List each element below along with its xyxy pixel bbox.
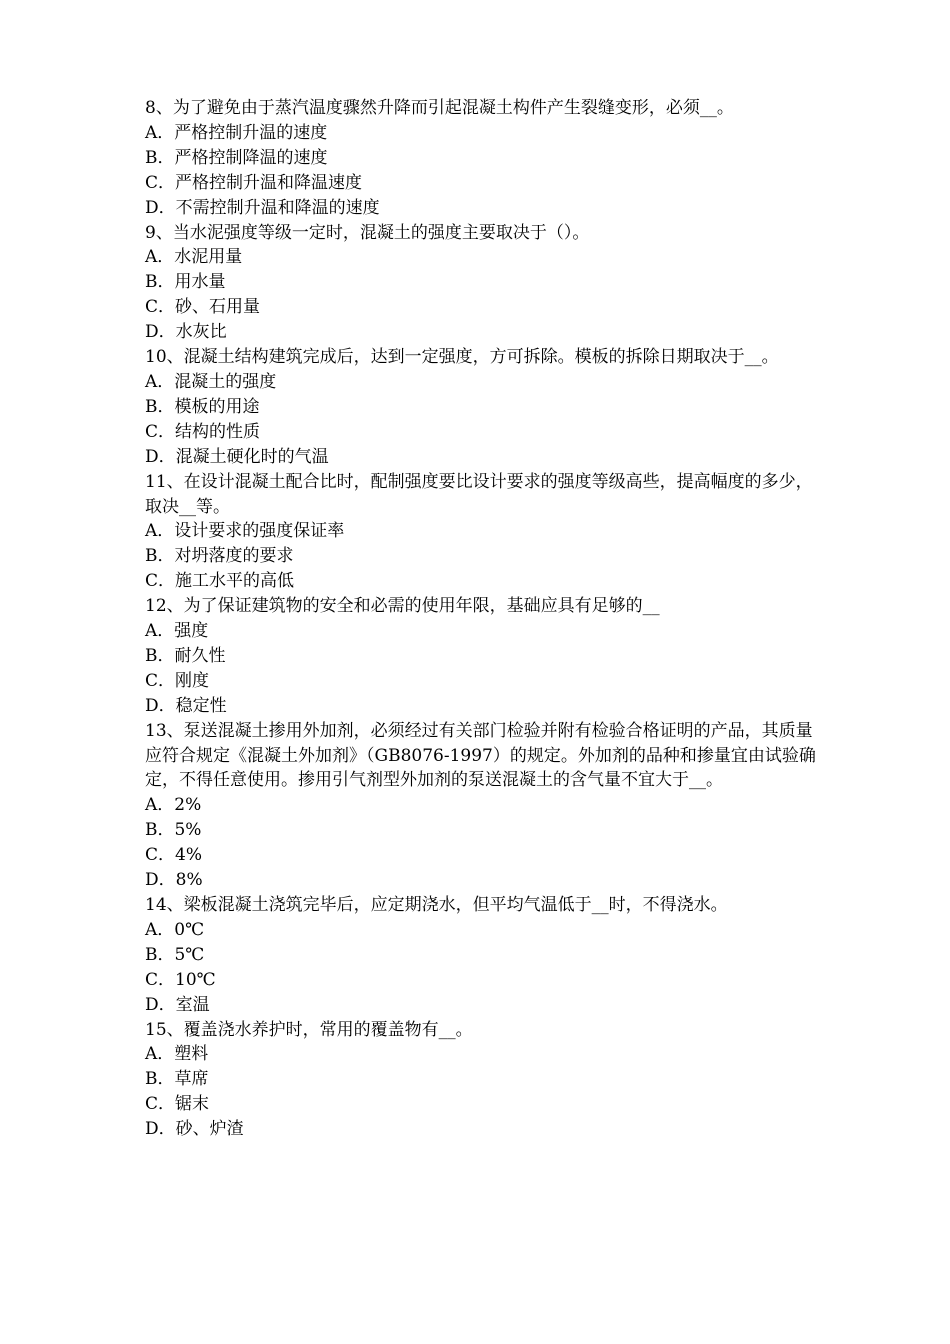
option-b: B．5% [145,820,202,841]
document-page [145,96,817,1142]
option-b: B．严格控制降温的速度 [145,147,328,168]
option-c: C．砂、石用量 [145,297,261,318]
option-c: C．严格控制升温和降温速度 [145,172,363,193]
option-c: C．施工水平的高低 [145,571,295,592]
option-a: A．2% [145,795,202,816]
question-10 [145,345,817,470]
option-d: D．砂、炉渣 [145,1119,244,1140]
option-b: B．模板的用途 [145,396,260,417]
option-b: B．草席 [145,1069,209,1090]
question-13 [145,719,817,893]
option-b: B．5℃ [145,944,205,965]
question-15 [145,1018,817,1143]
question-stem: 13、泵送混凝土掺用外加剂，必须经过有关部门检验并附有检验合格证明的产品，其质量应符合规定《混凝土外加剂》（GB8076-1997）的规定。外加剂的品种和掺量宜由试验确定，不得任意使用。掺用引气剂型外加剂的泵送混凝土的含气量不宜大于__。 [145,720,816,791]
question-12 [145,594,817,719]
option-a: A．严格控制升温的速度 [145,122,328,143]
option-a: A．强度 [145,621,209,642]
question-stem: 8、为了避免由于蒸汽温度骤然升降而引起混凝土构件产生裂缝变形，必须__。 [145,98,734,118]
option-d: D．混凝土硬化时的气温 [145,446,329,467]
question-stem: 14、梁板混凝土浇筑完毕后，应定期浇水，但平均气温低于__时，不得浇水。 [145,895,728,915]
option-d: D．水灰比 [145,322,227,343]
question-stem: 12、为了保证建筑物的安全和必需的使用年限，基础应具有足够的__ [145,596,660,617]
question-stem: 9、当水泥强度等级一定时，混凝土的强度主要取决于（）。 [145,222,590,243]
option-c: C．刚度 [145,670,210,691]
question-stem: 10、混凝土结构建筑完成后，达到一定强度，方可拆除。模板的拆除日期取决于__。 [145,347,779,368]
option-d: D．8% [145,870,203,891]
question-11 [145,470,817,595]
option-a: A．混凝土的强度 [145,371,277,392]
question-stem: 15、覆盖浇水养护时，常用的覆盖物有__。 [145,1019,473,1040]
question-8 [145,96,817,221]
option-c: C．4% [145,845,202,866]
option-a: A．0℃ [145,919,205,940]
option-a: A．设计要求的强度保证率 [145,521,345,542]
question-9 [145,221,817,346]
question-14 [145,893,817,1018]
option-d: D．室温 [145,994,210,1015]
option-d: D．稳定性 [145,695,227,716]
question-stem: 11、在设计混凝土配合比时，配制强度要比设计要求的强度等级高些，提高幅度的多少，取决__等。 [145,471,813,517]
option-b: B．耐久性 [145,645,226,666]
option-a: A．水泥用量 [145,247,243,268]
option-c: C．锯末 [145,1094,210,1115]
option-b: B．对坍落度的要求 [145,546,294,567]
option-d: D．不需控制升温和降温的速度 [145,197,380,218]
option-a: A．塑料 [145,1044,209,1065]
option-b: B．用水量 [145,272,226,293]
option-c: C．10℃ [145,969,216,990]
option-c: C．结构的性质 [145,421,261,442]
